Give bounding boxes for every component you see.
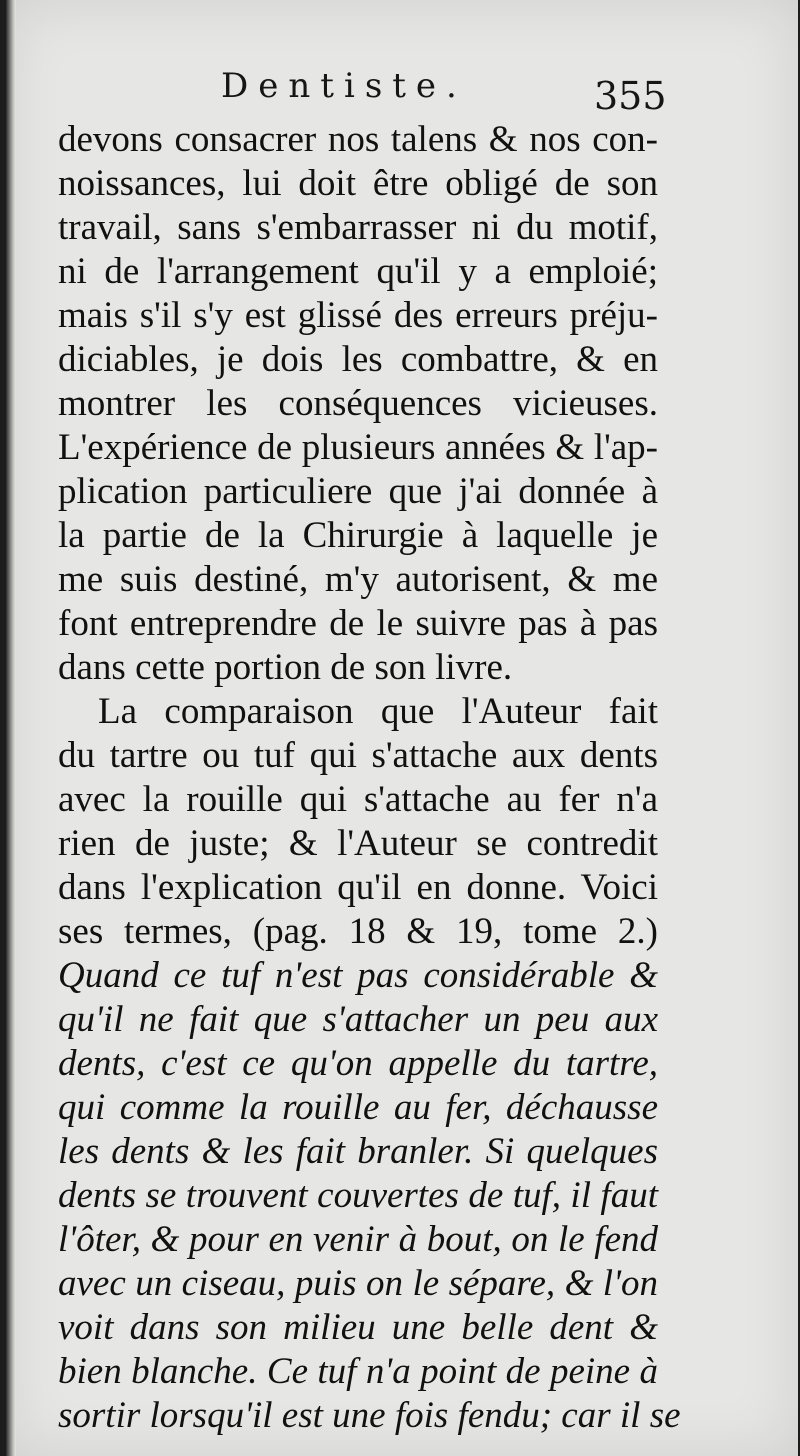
- text-line: diciables, je dois les combattre, & en: [58, 339, 658, 380]
- text-line: dans l'explication qu'il en donne. Voici: [58, 867, 658, 908]
- text-line: noissances, lui doit être obligé de son: [58, 163, 658, 204]
- text-line: avec la rouille qui s'attache au fer n'a: [58, 779, 658, 820]
- text-line: devons consacrer nos talens & nos con-: [58, 119, 658, 160]
- page-gutter-shadow: [6, 0, 16, 1456]
- text-line: montrer les conséquences vicieuses.: [58, 383, 658, 424]
- quoted-text-line: Quand ce tuf n'est pas considérable &: [58, 955, 658, 996]
- text-line: ses termes, (pag. 18 & 19, tome 2.): [58, 911, 658, 952]
- text-line: font entreprendre de le suivre pas à pas: [58, 603, 658, 644]
- text-line: plication particuliere que j'ai donnée à: [58, 471, 658, 512]
- page-header: [6, 60, 798, 120]
- quoted-text-line: voit dans son milieu une belle dent &: [58, 1307, 658, 1348]
- quoted-text-line: les dents & les fait branler. Si quelques: [58, 1131, 658, 1172]
- quoted-text-line: sortir lorsqu'il est une fois fendu; car il se: [58, 1395, 681, 1436]
- book-page: [6, 0, 798, 1456]
- quoted-text-line: l'ôter, & pour en venir à bout, on le fend: [58, 1219, 658, 1260]
- quoted-text-line: qu'il ne fait que s'attacher un peu aux: [58, 999, 658, 1040]
- text-line: dans cette portion de son livre.: [58, 647, 513, 688]
- page-number: 355: [594, 74, 667, 118]
- text-line: la partie de la Chirurgie à laquelle je: [58, 515, 658, 556]
- body-text: [58, 118, 681, 1438]
- text-line: La comparaison que l'Auteur fait: [98, 691, 658, 732]
- text-line: me suis destiné, m'y autorisent, & me: [58, 559, 658, 600]
- text-line: du tartre ou tuf qui s'attache aux dents: [58, 735, 658, 776]
- quoted-text-line: dents se trouvent couvertes de tuf, il faut: [58, 1175, 658, 1216]
- quoted-text-line: dents, c'est ce qu'on appelle du tartre,: [58, 1043, 658, 1084]
- text-line: L'expérience de plusieurs années & l'ap-: [58, 427, 658, 468]
- text-line: rien de juste; & l'Auteur se contredit: [58, 823, 658, 864]
- text-line: mais s'il s'y est glissé des erreurs préju-: [58, 295, 658, 336]
- running-title: Dentiste.: [221, 66, 467, 106]
- text-line: ni de l'arrangement qu'il y a emploié;: [58, 251, 658, 292]
- quoted-text-line: avec un ciseau, puis on le sépare, & l'on: [58, 1263, 658, 1304]
- text-line: travail, sans s'embarrasser ni du motif,: [58, 207, 658, 248]
- quoted-text-line: qui comme la rouille au fer, déchausse: [58, 1087, 658, 1128]
- quoted-text-line: bien blanche. Ce tuf n'a point de peine à: [58, 1351, 658, 1392]
